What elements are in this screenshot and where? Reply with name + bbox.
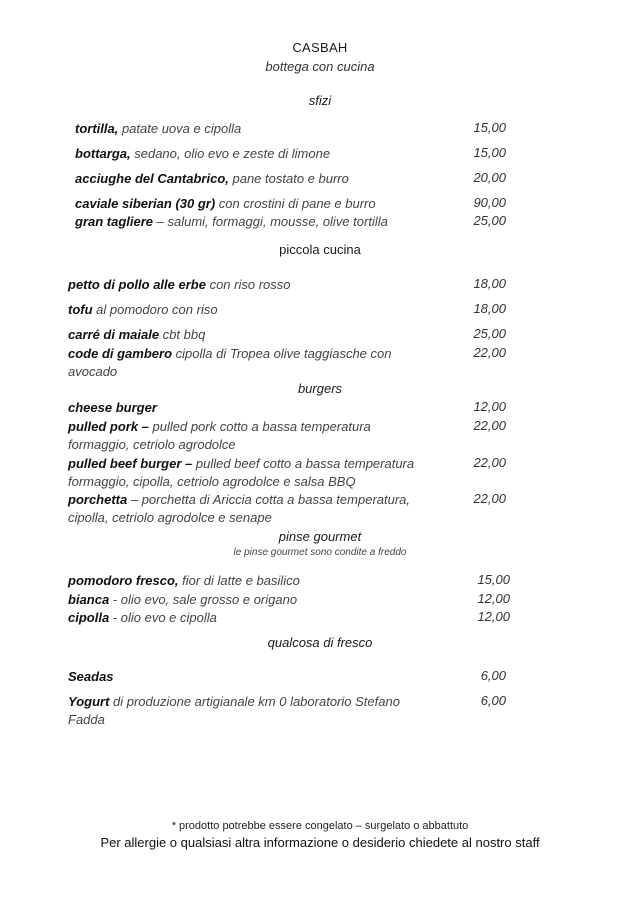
menu-item [68,591,297,609]
item-name: pulled beef burger – [68,456,193,471]
section-title-piccola-cucina: piccola cucina [279,242,361,257]
item-desc: patate uova e cipolla [118,121,242,136]
item-name: tofu [68,302,93,317]
item-name: Yogurt [68,694,110,709]
item-name: tortilla, [75,121,119,136]
item-desc: – salumi, formaggi, mousse, olive tortilla [153,214,388,229]
section-title-burgers: burgers [297,381,343,396]
item-price: 12,00 [477,609,510,624]
item-desc: – porchetta di Ariccia cotta a bassa temperatura, [127,492,411,507]
item-price: 18,00 [473,301,506,316]
menu-item [68,693,400,729]
menu-item [75,195,376,213]
item-price: 90,00 [473,195,506,210]
item-desc: al pomodoro con riso [92,302,218,317]
item-desc: di produzione artigianale km 0 laboratorio Stefano [109,694,400,709]
menu-item [68,491,410,527]
item-name: cheese burger [68,400,157,415]
restaurant-name: CASBAH [292,40,348,55]
item-name: gran tagliere [75,214,154,229]
item-desc-continued: formaggio, cipolla, cetriolo agrodolce e salsa BBQ [68,474,356,489]
item-price: 12,00 [477,591,510,606]
menu-item [75,213,388,231]
item-name: pomodoro fresco, [68,573,179,588]
item-name: cipolla [68,610,110,625]
item-desc: con crostini di pane e burro [215,196,376,211]
item-price: 22,00 [473,345,506,360]
item-price: 22,00 [473,491,506,506]
menu-item [68,301,218,319]
menu-item [68,609,217,627]
item-desc-continued: formaggio, cetriolo agrodolce [68,437,236,452]
item-price: 22,00 [473,418,506,433]
item-desc: pulled beef cotto a bassa temperatura [192,456,415,471]
item-desc-continued: avocado [68,364,118,379]
item-name: bianca [68,592,110,607]
item-name: pulled pork – [68,419,149,434]
item-desc: cbt bbq [159,327,206,342]
item-price: 15,00 [473,120,506,135]
menu-item [68,326,205,344]
footer-allergy-note: Per allergie o qualsiasi altra informazione o desiderio chiedete al nostro staff [100,835,540,850]
menu-item [68,668,114,686]
item-name: petto di pollo alle erbe [68,277,206,292]
item-desc: - olio evo e cipolla [109,610,217,625]
item-desc: con riso rosso [205,277,291,292]
item-price: 6,00 [480,668,506,683]
item-desc: - olio evo, sale grosso e origano [109,592,298,607]
item-price: 22,00 [473,455,506,470]
menu-item [68,276,291,294]
item-name: caviale siberian (30 gr) [75,196,216,211]
menu-item [75,170,349,188]
item-price: 6,00 [480,693,506,708]
item-price: 15,00 [473,145,506,160]
section-title-qualcosa-di-fresco: qualcosa di fresco [267,635,373,650]
section-title-pinse-gourmet: pinse gourmet [278,529,362,544]
restaurant-subtitle: bottega con cucina [265,59,375,74]
item-name: porchetta [68,492,128,507]
menu-item [75,145,330,163]
item-name: Seadas [68,669,114,684]
pinse-note: le pinse gourmet sono condite a freddo [233,547,407,558]
footer-frozen-note: * prodotto potrebbe essere congelato – surgelato o abbattuto [171,820,469,832]
item-name: acciughe del Cantabrico, [75,171,229,186]
menu-item [68,418,371,454]
item-desc: pulled pork cotto a bassa temperatura [148,419,371,434]
section-title-sfizi: sfizi [308,93,332,108]
item-desc: cipolla di Tropea olive taggiasche con [172,346,392,361]
menu-item [75,120,241,138]
item-desc: fior di latte e basilico [178,573,300,588]
menu-item [68,345,391,381]
item-price: 20,00 [473,170,506,185]
item-desc: sedano, olio evo e zeste di limone [130,146,331,161]
item-desc-continued: Fadda [68,712,105,727]
item-price: 18,00 [473,276,506,291]
item-price: 25,00 [473,213,506,228]
item-price: 12,00 [473,399,506,414]
item-name: code di gambero [68,346,173,361]
item-price: 25,00 [473,326,506,341]
item-price: 15,00 [477,572,510,587]
item-name: carré di maiale [68,327,160,342]
menu-item [68,455,414,491]
menu-item [68,399,157,417]
item-name: bottarga, [75,146,131,161]
item-desc-continued: cipolla, cetriolo agrodolce e senape [68,510,272,525]
menu-item [68,572,300,590]
item-desc: pane tostato e burro [228,171,349,186]
